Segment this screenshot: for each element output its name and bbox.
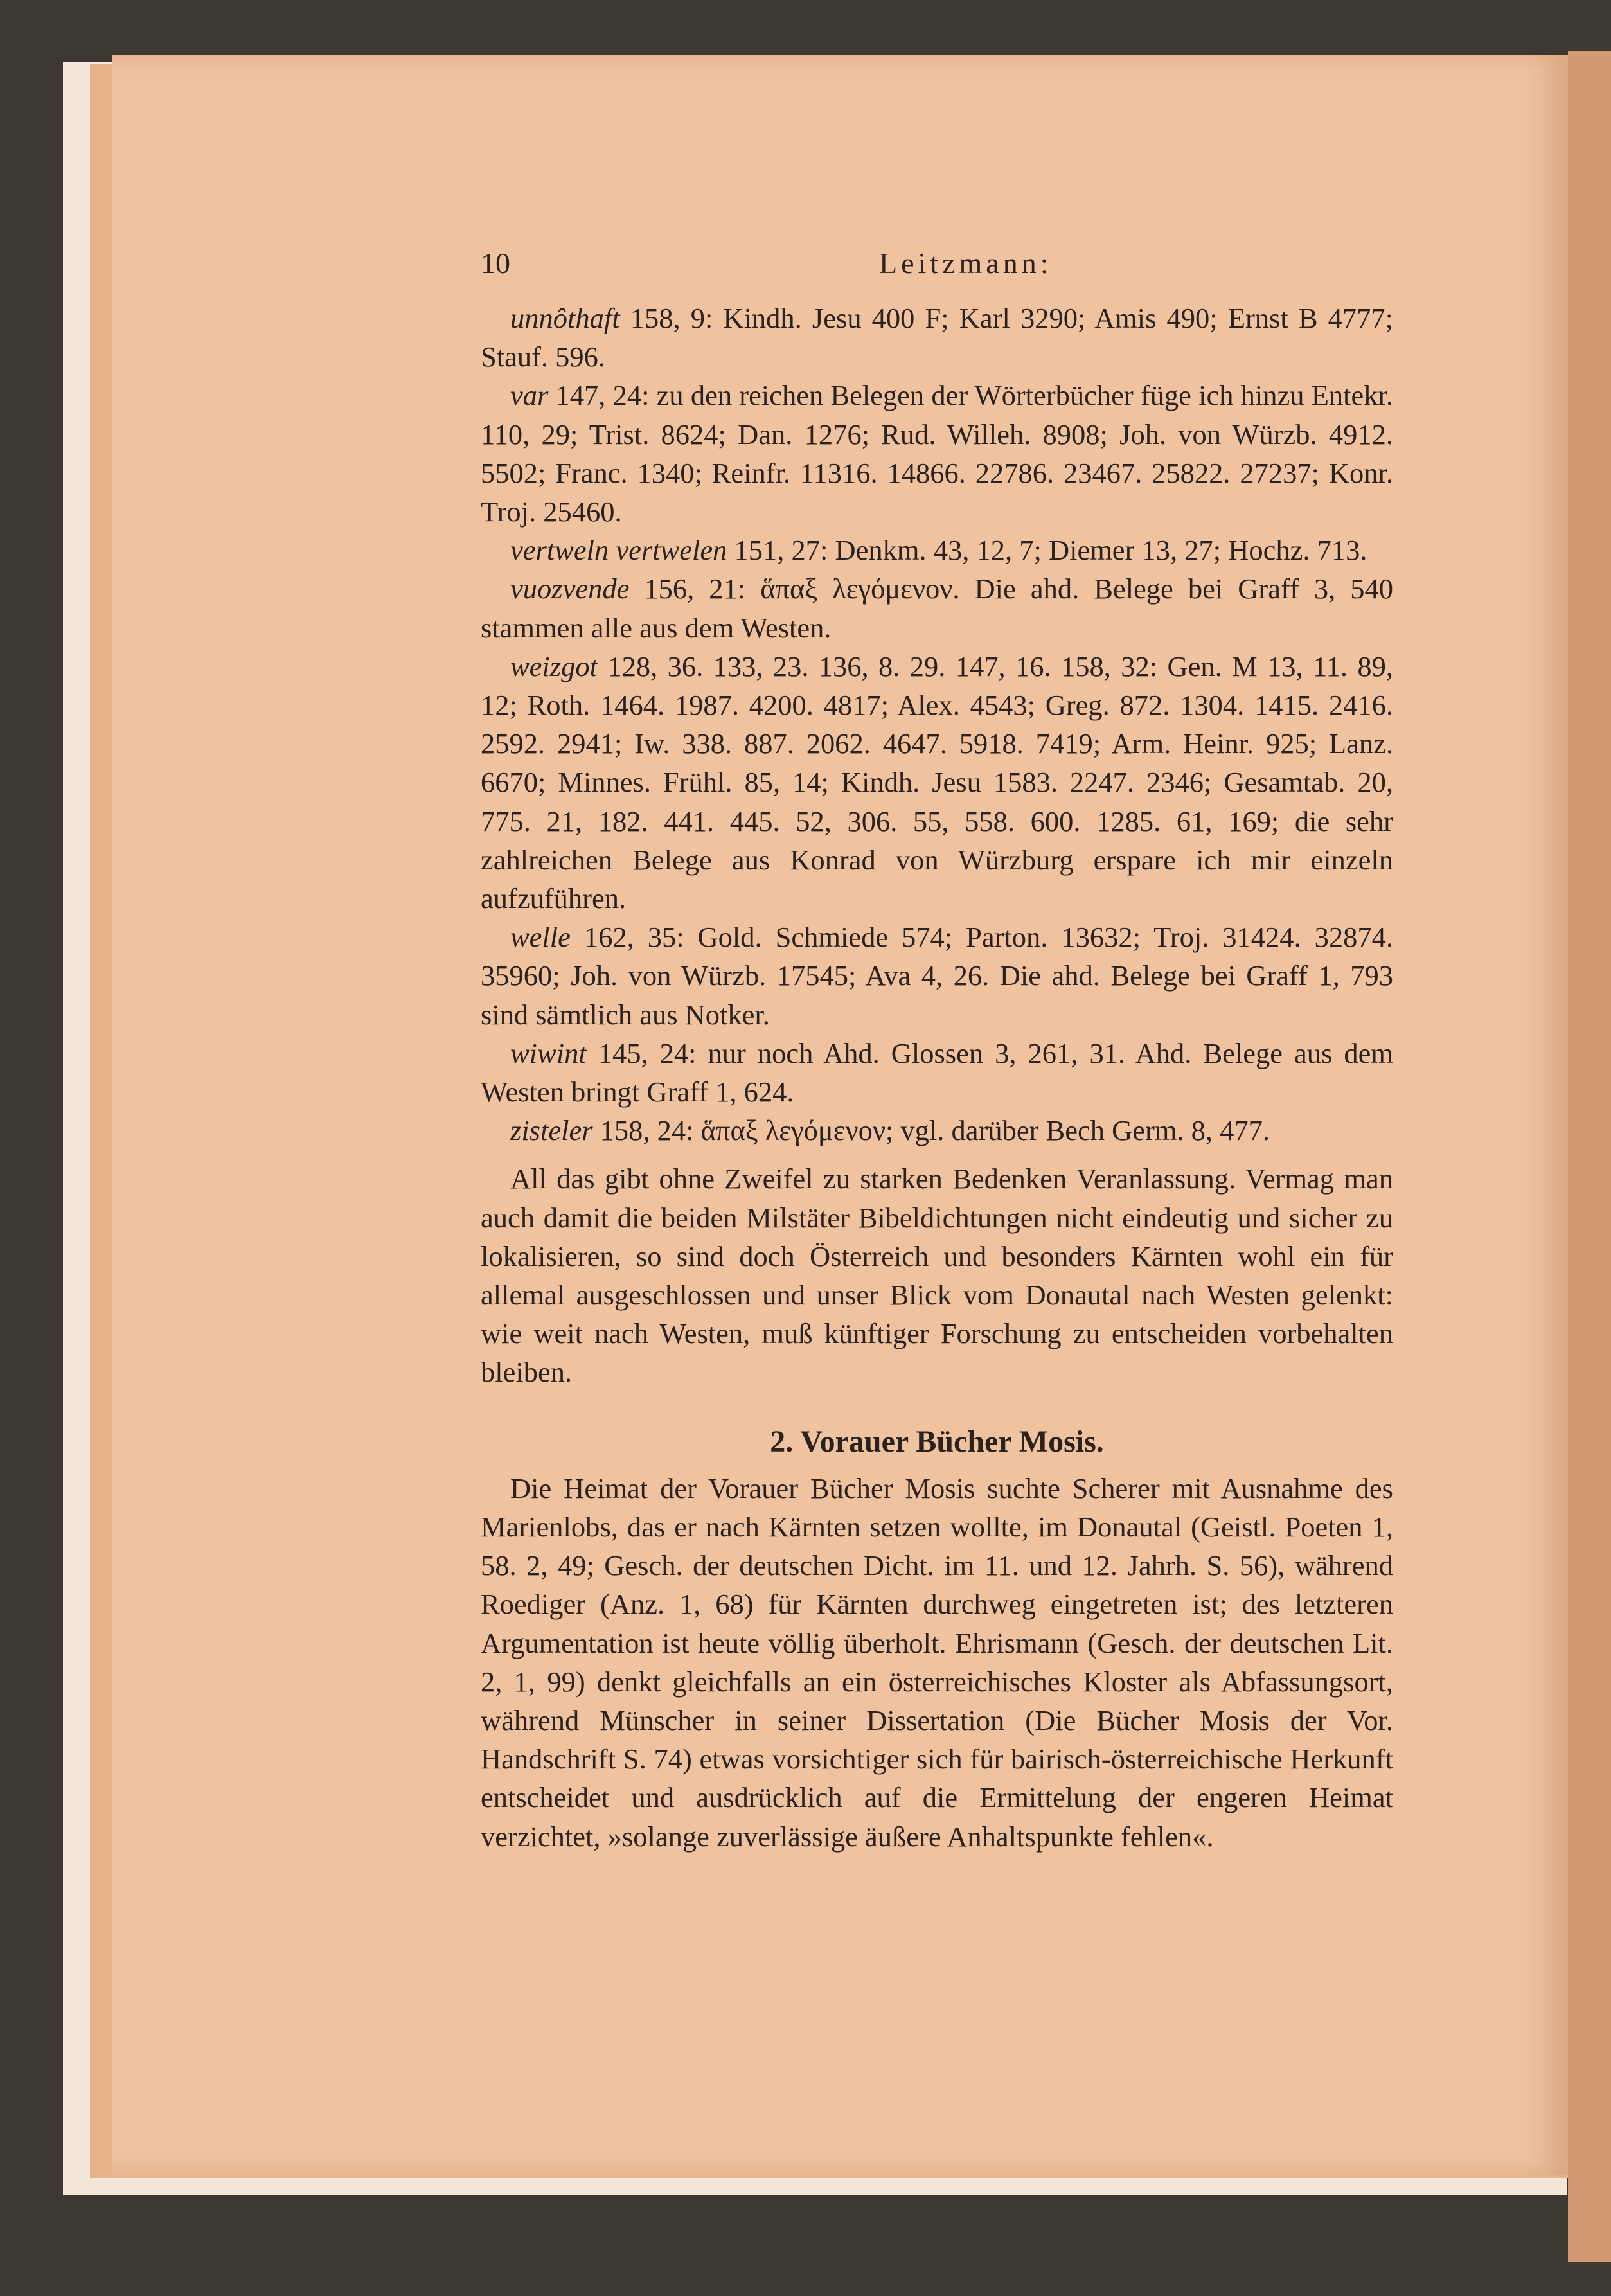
entry-text: 156, 21: ἅπαξ λεγόμενον. Die ahd. Belege bei Graff 3, 540 stammen alle aus dem Westen. — [481, 573, 1393, 644]
lemma: unnôthaft — [510, 302, 620, 334]
lemma: zisteler — [510, 1114, 593, 1147]
lemma: var — [510, 379, 549, 412]
entry-text: 145, 24: nur noch Ahd. Glossen 3, 261, 31. Ahd. Belege aus dem Westen bringt Graff 1, 624. — [481, 1037, 1393, 1108]
lemma: weizgot — [510, 650, 598, 682]
book-fore-edge — [1568, 51, 1611, 2262]
entry-text: 151, 27: Denkm. 43, 12, 7; Diemer 13, 27; Hochz. 713. — [727, 534, 1367, 567]
glossary-entry-vuozvende — [481, 569, 1393, 646]
glossary-entry-wiwint — [481, 1034, 1393, 1111]
glossary-entry-unnothaft — [481, 299, 1393, 376]
page-number: 10 — [481, 247, 510, 280]
running-head — [481, 246, 1393, 285]
entry-text: 147, 24: zu den reichen Belegen der Wörterbücher füge ich hinzu Entekr. 110, 29; Trist. 8624; Dan. 1276; Rud. Willeh. 8908; Joh. von Würzb. 4912. 5502; Franc. 1340; Reinfr. 11316. 14866. 22786. 23467. 25822. 27237; Konr. Troj. 25460. — [481, 379, 1393, 528]
body-text — [481, 299, 1393, 1856]
section-heading: 2. Vorauer Bücher Mosis. — [770, 1424, 1104, 1459]
entry-text: 128, 36. 133, 23. 136, 8. 29. 147, 16. 158, 32: Gen. M 13, 11. 89, 12; Roth. 1464. 1987. 4200. 4817; Alex. 4543; Greg. 872. 1304. 1415. 2416. 2592. 2941; Iw. 338. 887. 2062. 4647. 5918. 7419; Arm. Heinr. 925; Lanz. 6670; Minnes. Frühl. 85, 14; Kindh. Jesu 1583. 2247. 2346; Gesamtab. 20, 775. 21, 182. 441. 445. 52, 306. 55, 558. 600. 1285. 61, 169; die sehr zahlreichen Belege aus Konrad von Würzburg erspare ich mir einzeln aufzuführen. — [481, 650, 1393, 915]
glossary-entry-var — [481, 376, 1393, 531]
glossary-entry-welle — [481, 918, 1393, 1034]
glossary-entry-vertweln — [481, 531, 1393, 569]
paragraph-conclusion: All das gibt ohne Zweifel zu starken Bedenken Veranlassung. Vermag man auch damit die beiden Milstäter Bibeldichtungen nicht eindeutig und sicher zu lokalisieren, so sind doch Österreich und besonders Kärnten wohl ein für allemal ausgeschlossen und unser Blick vom Donautal nach Westen gelenkt: wie weit nach Westen, muß künftiger Forschung zu entscheiden vorbehalten bleiben. — [481, 1162, 1393, 1389]
entry-text: 162, 35: Gold. Schmiede 574; Parton. 13632; Troj. 31424. 32874. 35960; Joh. von Würzb. 17545; Ava 4, 26. Die ahd. Belege bei Graff 1, 793 sind sämtlich aus Notker. — [481, 921, 1393, 1031]
paragraph-vorauer: Die Heimat der Vorauer Bücher Mosis suchte Scherer mit Ausnahme des Marienlobs, das er nach Kärnten setzen wollte, im Donautal (Geistl. Poeten 1, 58. 2, 49; Gesch. der deutschen Dicht. im 11. und 12. Jahrh. S. 56), während Roediger (Anz. 1, 68) für Kärnten durchweg eingetreten ist; des letzteren Argumentation ist heute völlig überholt. Ehrismann (Gesch. der deutschen Lit. 2, 1, 99) denkt gleichfalls an ein österreichisches Kloster als Abfassungsort, während Münscher in seiner Dissertation (Die Bücher Mosis der Vor. Handschrift S. 74) etwas vorsichtiger sich für bairisch-österreichische Herkunft entscheidet und ausdrücklich auf die Ermittelung der engeren Heimat verzichtet, »solange zuverlässige äußere Anhaltspunkte fehlen«. — [481, 1472, 1393, 1853]
lemma: vertweln vertwelen — [510, 534, 727, 567]
lemma: wiwint — [510, 1037, 587, 1069]
lemma: vuozvende — [510, 573, 630, 605]
entry-text: 158, 9: Kindh. Jesu 400 F; Karl 3290; Amis 490; Ernst B 4777; Stauf. 596. — [481, 302, 1393, 373]
glossary-entry-weizgot — [481, 647, 1393, 918]
entry-text: 158, 24: ἅπαξ λεγόμενον; vgl. darüber Bech Germ. 8, 477. — [592, 1114, 1270, 1147]
running-head-author: Leitzmann: — [879, 247, 1053, 280]
lemma: welle — [510, 921, 571, 954]
glossary-entry-zisteler — [481, 1111, 1393, 1150]
